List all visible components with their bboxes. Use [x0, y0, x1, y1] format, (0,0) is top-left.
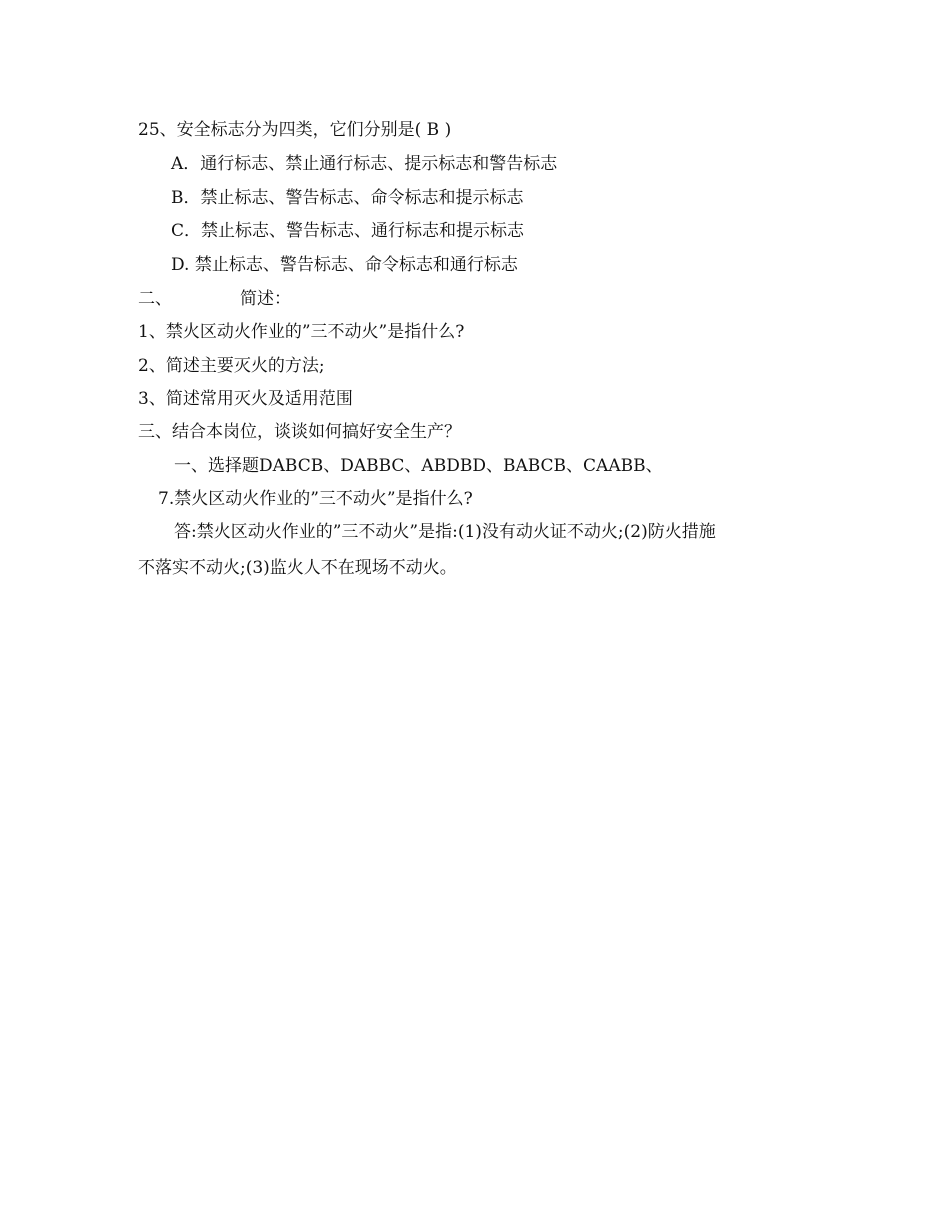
section-2-question-1: 1、禁火区动火作业的”三不动火”是指什么?	[138, 322, 465, 342]
section-2-question-3: 3、简述常用灭火及适用范围	[138, 389, 353, 409]
question-25-option-d: D. 禁止标志、警告标志、命令标志和通行标志	[171, 255, 518, 275]
section-2-number: 二、	[138, 289, 172, 309]
answer-question-7-line-1: 答:禁火区动火作业的”三不动火”是指:(1)没有动火证不动火;(2)防火措施	[174, 522, 716, 542]
section-2-title: 简述：	[240, 289, 291, 309]
answer-question-7-line-2: 不落实不动火;(3)监火人不在现场不动火。	[138, 558, 457, 578]
question-25-option-a: A．通行标志、禁止通行标志、提示标志和警告标志	[171, 154, 558, 174]
answer-question-7-title: 7.禁火区动火作业的”三不动火”是指什么?	[158, 489, 473, 509]
section-3-heading: 三、结合本岗位，谈谈如何搞好安全生产？	[138, 422, 461, 442]
section-2-question-2: 2、简述主要灭火的方法;	[138, 356, 325, 376]
question-25-option-c: C．禁止标志、警告标志、通行标志和提示标志	[171, 221, 525, 241]
question-25-option-b: B．禁止标志、警告标志、命令标志和提示标志	[171, 188, 524, 208]
question-25-stem: 25、安全标志分为四类，它们分别是( B )	[138, 120, 452, 140]
section-2-heading	[138, 288, 291, 310]
answer-choice-key: 一、选择题DABCB、DABBC、ABDBD、BABCB、CAABB、	[174, 456, 663, 476]
